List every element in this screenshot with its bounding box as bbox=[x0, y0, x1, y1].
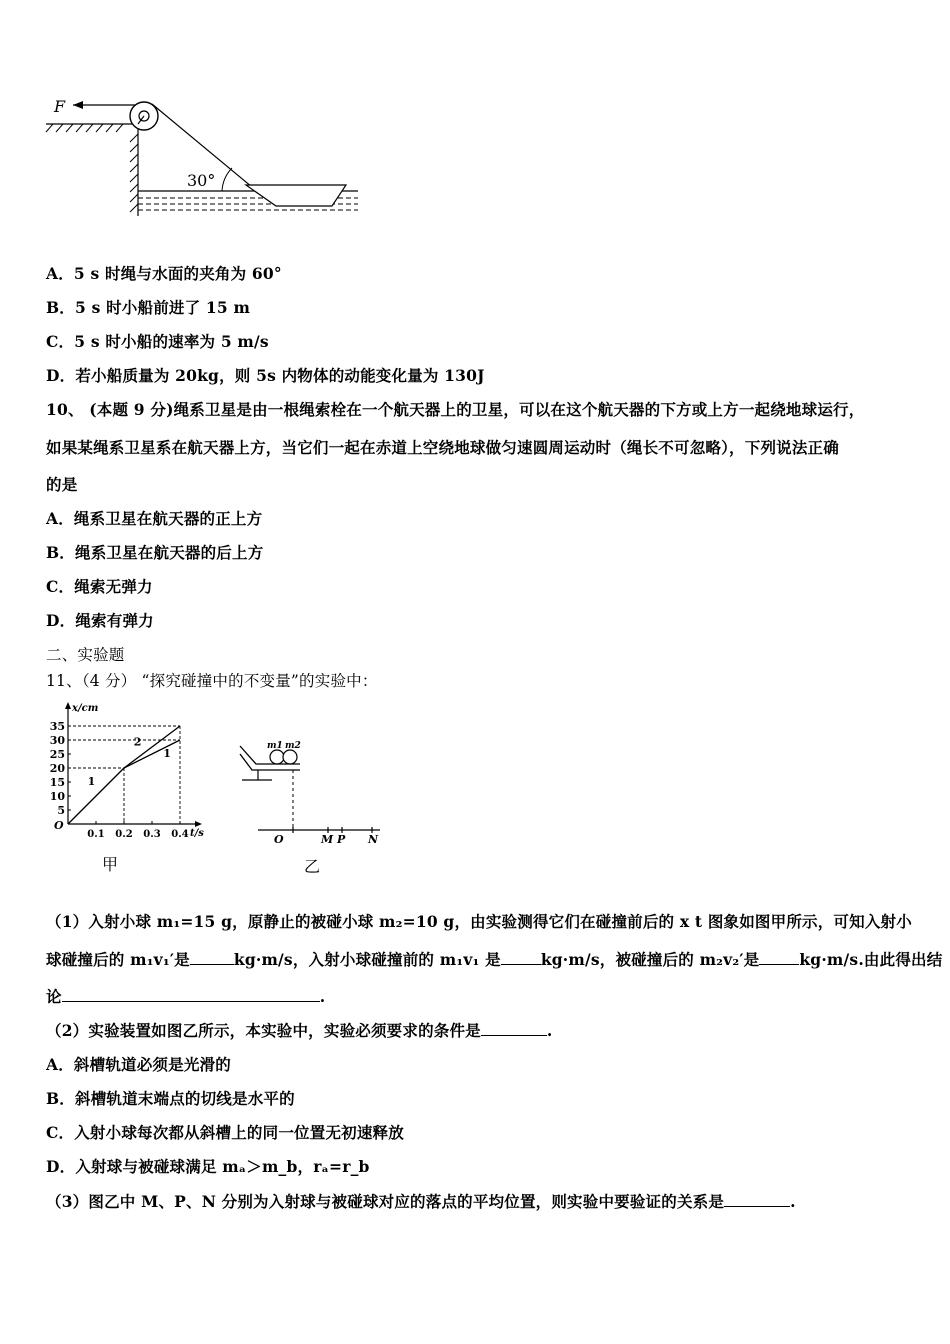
ball-m2-label: m2 bbox=[285, 741, 301, 751]
blank-relation[interactable] bbox=[724, 1192, 790, 1207]
q11-part1-line3 bbox=[46, 985, 325, 1007]
part1-text-e: 论 bbox=[46, 987, 62, 1006]
blank-m1v1-after[interactable] bbox=[190, 950, 234, 965]
y-tick-label: 25 bbox=[49, 748, 65, 761]
label-P: P bbox=[337, 833, 346, 846]
y-axis-label: x/cm bbox=[72, 703, 99, 714]
q9-option-d: D．若小船质量为 20kg，则 5s 内物体的动能变化量为 130J bbox=[46, 366, 485, 385]
q11-part1-line1: （1）入射小球 m₁=15 g，原静止的被碰小球 m₂=10 g，由实验测得它们在碰撞前后的 x t 图象如图甲所示，可知入射小 bbox=[46, 912, 912, 931]
x-tick-label: 0.3 bbox=[143, 829, 161, 840]
label-N: N bbox=[368, 833, 379, 846]
angle-arc bbox=[222, 168, 232, 191]
q10-option-b: B．绳系卫星在航天器的后上方 bbox=[46, 543, 264, 562]
part1-text-a: 球碰撞后的 m₁v₁′是 bbox=[46, 950, 190, 969]
blank-conclusion[interactable] bbox=[62, 987, 320, 1002]
ball-m2 bbox=[283, 750, 297, 764]
y-axis-arrow bbox=[65, 702, 71, 709]
q10-stem-line3: 的是 bbox=[46, 475, 78, 494]
q11-part3 bbox=[46, 1190, 796, 1212]
blank-m1v1-before[interactable] bbox=[501, 950, 541, 965]
q10-option-c: C．绳索无弹力 bbox=[46, 577, 153, 596]
part1-text-b: kg·m/s，入射小球碰撞前的 m₁v₁ 是 bbox=[233, 950, 501, 969]
series-line-2 bbox=[124, 726, 180, 768]
ball-m1-label: m1 bbox=[267, 741, 283, 751]
q11-option-a: A．斜槽轨道必须是光滑的 bbox=[46, 1055, 231, 1074]
section-title: 二、实验题 bbox=[46, 646, 125, 664]
q10-option-a: A．绳系卫星在航天器的正上方 bbox=[46, 509, 263, 528]
series-line-0 bbox=[68, 768, 124, 824]
ball-m1 bbox=[270, 750, 284, 764]
label-O: O bbox=[274, 833, 284, 846]
q11-part1-line2 bbox=[46, 948, 942, 970]
chart-caption: 甲 bbox=[102, 855, 119, 874]
series-label-2: 2 bbox=[133, 735, 142, 749]
series-line-1 bbox=[124, 740, 180, 768]
y-tick-label: 35 bbox=[49, 720, 65, 733]
boat bbox=[246, 185, 346, 206]
x-tick-label: 0.1 bbox=[87, 829, 105, 840]
q10-option-d: D．绳索有弹力 bbox=[46, 611, 154, 630]
part2-end: . bbox=[546, 1021, 553, 1040]
part2-text: （2）实验装置如图乙所示，本实验中，实验必须要求的条件是 bbox=[46, 1021, 481, 1040]
force-label: F bbox=[54, 97, 66, 116]
boat-pulley-figure bbox=[40, 94, 370, 224]
part1-text-f: . bbox=[319, 987, 326, 1006]
q11-option-b: B．斜槽轨道末端点的切线是水平的 bbox=[46, 1089, 295, 1108]
series-label-1: 1 bbox=[163, 746, 171, 760]
q10-stem-line2: 如果某绳系卫星系在航天器上方，当它们一起在赤道上空绕地球做匀速圆周运动时（绳长不可忽略），下列说法正确 bbox=[46, 438, 839, 457]
xt-chart bbox=[44, 702, 214, 842]
origin-label: O bbox=[54, 819, 64, 832]
x-tick-label: 0.2 bbox=[115, 829, 133, 840]
wall-hatching bbox=[130, 134, 138, 212]
q11-option-d: D．入射球与被碰球满足 mₐ＞m_b，rₐ=r_b bbox=[46, 1157, 370, 1176]
q11-option-c: C．入射小球每次都从斜槽上的同一位置无初速释放 bbox=[46, 1123, 404, 1142]
x-axis-label: t/s bbox=[190, 828, 204, 839]
part3-text: （3）图乙中 M、P、N 分别为入射球与被碰球对应的落点的平均位置，则实验中要验证的关系是 bbox=[46, 1192, 725, 1211]
q9-option-a: A．5 s 时绳与水面的夹角为 60° bbox=[46, 264, 282, 283]
angle-label: 30° bbox=[187, 171, 216, 190]
part1-text-d: kg·m/s.由此得出结 bbox=[799, 950, 943, 969]
x-tick-label: 0.4 bbox=[171, 829, 189, 840]
part1-text-c: kg·m/s，被碰撞后的 m₂v₂′是 bbox=[540, 950, 760, 969]
apparatus-caption: 乙 bbox=[304, 857, 321, 876]
q11-part2 bbox=[46, 1019, 553, 1041]
series-label-0: 1 bbox=[87, 774, 96, 788]
q9-option-c: C．5 s 时小船的速率为 5 m/s bbox=[46, 332, 269, 351]
label-M: M bbox=[321, 833, 334, 846]
y-tick-label: 30 bbox=[49, 734, 65, 747]
support-hatching bbox=[46, 124, 123, 132]
q10-stem-line1: 10、 (本题 9 分)绳系卫星是由一根绳索栓在一个航天器上的卫星，可以在这个航天器的下方或上方一起绕地球运行， bbox=[46, 400, 865, 419]
part3-end: . bbox=[790, 1192, 796, 1211]
q11-stem: 11、（4 分） “探究碰撞中的不变量”的实验中： bbox=[46, 672, 378, 690]
force-arrowhead bbox=[73, 101, 83, 109]
apparatus-figure bbox=[232, 740, 392, 850]
x-axis-arrow bbox=[195, 821, 202, 827]
y-tick-label: 15 bbox=[49, 776, 65, 789]
y-tick-label: 20 bbox=[49, 762, 65, 775]
blank-condition[interactable] bbox=[481, 1021, 547, 1036]
y-tick-label: 10 bbox=[49, 790, 65, 803]
y-tick-label: 5 bbox=[57, 804, 65, 817]
blank-m2v2-after[interactable] bbox=[759, 950, 799, 965]
q9-option-b: B．5 s 时小船前进了 15 m bbox=[46, 298, 251, 317]
